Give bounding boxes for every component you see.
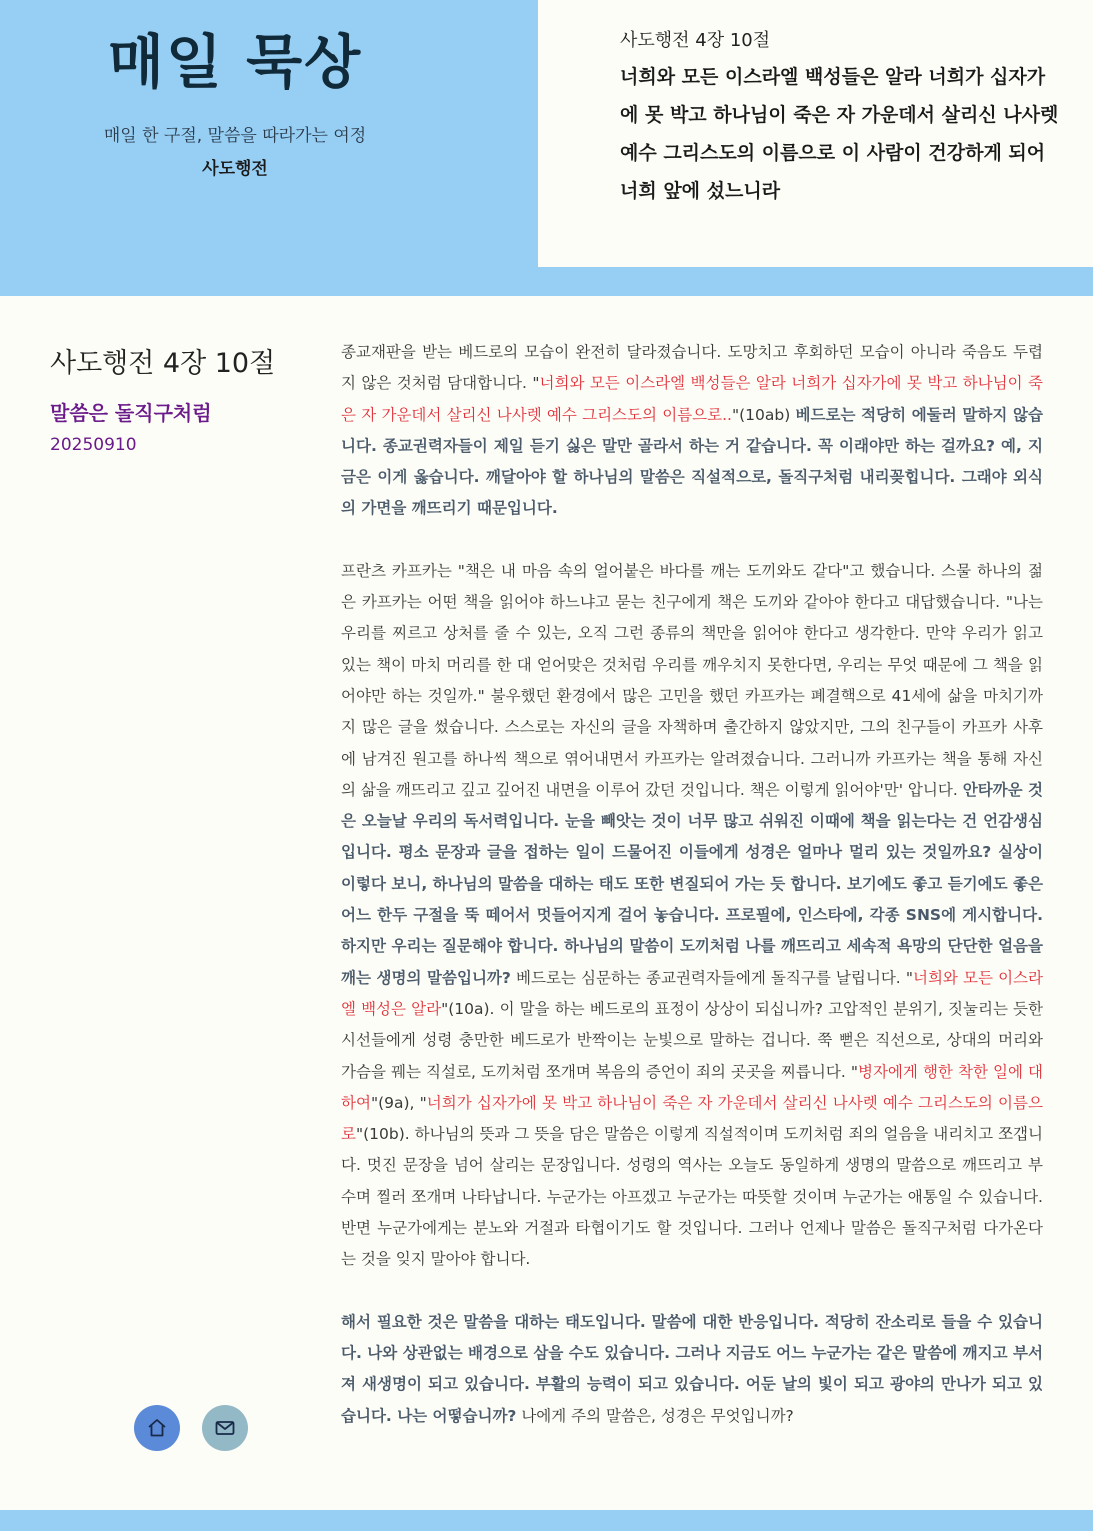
mail-button[interactable] xyxy=(202,1405,248,1451)
mail-icon xyxy=(213,1416,237,1440)
scripture-quote: 병자에게 행한 착한 일에 대하여 xyxy=(341,1062,1043,1112)
body-text: 프란츠 카프카는 "책은 내 마음 속의 얼어붙은 바다를 깨는 도끼와도 같다"고 했습니다. 스물 하나의 젊은 카프카는 어떤 책을 읽어야 하느냐고 묻는 친구에게 책은 도끼와 같아야 한다고 대답했습니다. "나는 우리를 찌르고 상처를 줄 수 있는, 오직 그런 종류의 책만을 읽어야 한다고 생각한다. 만약 우리가 읽고 있는 책이 마치 머리를 한 대 얻어맞은 것처럼 우리를 깨우치지 못한다면, 우리는 무엇 때문에 그 책을 읽어야만 하는 것일까." 불우했던 환경에서 많은 고민을 했던 카프카는 폐결핵으로 41세에 삶을 마치기까지 많은 글을 썼습니다. 스스로는 자신의 글을 자책하며 출간하지 않았지만, 그의 친구들이 카프카 사후에 남겨진 원고를 하나씩 책으로 엮어내면서 카프카는 알려졌습니다. 그러니까 카프카는 책을 통해 자신의 삶을 깨뜨리고 깊고 깊어진 내면을 이루어 갔던 것입니다. 책은 이렇게 읽어야'만' 압니다. xyxy=(341,561,1043,799)
scripture-quote: 너희와 모든 이스라엘 백성들은 알라 너희가 십자가에 못 박고 하나님이 죽은 자 가운데서 살리신 나사렛 예수 그리스도의 이름으로.. xyxy=(341,374,1044,424)
emphasis-text: 베드로는 적당히 에둘러 말하지 않습니다. 종교권력자들이 제일 듣기 싫은 말만 골라서 하는 거 같습니다. 꼭 이래야만 하는 걸까요? 예, 지금은 이게 옳습니다. 깨달아야 할 하나님의 말씀은 직설적으로, 돌직구처럼 내리꽂힙니다. 그래야 외식의 가면을 깨뜨리기 때문입니다. xyxy=(341,405,1043,518)
body-text: "(10a). 이 말을 하는 베드로의 표정이 상상이 되십니까? 고압적인 분위기, 짓눌리는 듯한 시선들에게 성령 충만한 베드로가 반짝이는 눈빛으로 말하는 겁니다. 쭉 뻗은 직선으로, 상대의 머리와 가슴을 꿰는 직설로, 도끼처럼 쪼개며 복음의 증언이 죄의 곳곳을 찌릅니다. " xyxy=(341,999,1043,1081)
body-text: 나에게 주의 말씀은, 성경은 무엇입니까? xyxy=(516,1406,794,1425)
book-name: 사도행전 xyxy=(202,159,268,179)
meditation-date: 20250910 xyxy=(50,435,137,455)
verse-reference: 사도행전 4장 10절 xyxy=(620,30,771,51)
site-subtitle: 매일 한 구절, 말씀을 따라가는 여정 xyxy=(103,126,367,146)
home-icon xyxy=(145,1416,169,1440)
body-text: "(10b). 하나님의 뜻과 그 뜻을 담은 말씀은 이렇게 직설적이며 도끼처럼 죄의 얼음을 내리치고 쪼갭니다. 멋진 문장을 넘어 살리는 문장입니다. 성령의 역사는 오늘도 동일하게 생명의 말씀으로 깨뜨리고 부수며 찔러 쪼개며 나타납니다. 누군가는 아프겠고 누군가는 따뜻할 것이며 누군가는 애통일 수 있습니다. 반면 누군가에게는 분노와 거절과 타협이기도 할 것입니다. 그러나 언제나 말씀은 돌직구처럼 다가온다는 것을 잊지 말아야 합니다. xyxy=(341,1125,1043,1269)
home-button[interactable] xyxy=(134,1405,180,1451)
meditation-title: 말씀은 돌직구처럼 xyxy=(50,401,212,425)
emphasis-text: 해서 필요한 것은 말씀을 대하는 태도입니다. 말씀에 대한 반응입니다. 적당히 잔소리로 들을 수 있습니다. 나와 상관없는 배경으로 삼을 수도 있습니다. 그러나 지금도 어느 누군가는 같은 말씀에 깨지고 부서져 새생명이 되고 있습니다. 부활의 능력이 되고 있습니다. 어둔 날의 빛이 되고 광야의 만나가 되고 있습니다. 나는 어떻습니까? xyxy=(341,1312,1043,1425)
verse-text: 너희와 모든 이스라엘 백성들은 알라 너희가 십자가에 못 박고 하나님이 죽은 자 가운데서 살리신 나사렛 예수 그리스도의 이름으로 이 사람이 건강하게 되어 너희 앞에 섰느니라 xyxy=(620,66,1059,202)
site-title: 매일 묵상 xyxy=(107,28,363,96)
scripture-quote: 너희가 십자가에 못 박고 하나님이 죽은 자 가운데서 살리신 나사렛 예수 그리스도의 이름으로 xyxy=(341,1093,1043,1144)
sidebar-reference: 사도행전 4장 10절 xyxy=(50,348,276,379)
scripture-quote: 너희와 모든 이스라엘 백성은 알라 xyxy=(341,968,1043,1018)
body-text: "(10ab) xyxy=(731,405,796,424)
body-text: 베드로는 심문하는 종교권력자들에게 돌직구를 날립니다. " xyxy=(510,968,913,987)
article-body xyxy=(341,337,1043,1463)
footer-bar xyxy=(0,1510,1093,1531)
body-text: "(9a), " xyxy=(370,1093,427,1112)
article-paragraph xyxy=(341,1307,1043,1432)
article-paragraph xyxy=(341,337,1043,525)
article-paragraph xyxy=(341,556,1043,1276)
body-text: 종교재판을 받는 베드로의 모습이 완전히 달라졌습니다. 도망치고 후회하던 모습이 아니라 죽음도 두렵지 않은 것처럼 담대합니다. " xyxy=(341,343,1043,393)
verse-card xyxy=(538,0,1093,267)
brand-block xyxy=(0,0,470,181)
header-banner xyxy=(0,0,1093,296)
emphasis-text: 안타까운 것은 오늘날 우리의 독서력입니다. 눈을 빼앗는 것이 너무 많고 쉬워진 이때에 책을 읽는다는 건 언감생심입니다. 평소 문장과 글을 접하는 일이 드물어진 이들에게 성경은 얼마나 멀리 있는 것일까요? 실상이 이렇다 보니, 하나님의 말씀을 대하는 태도 또한 변질되어 가는 듯 합니다. 보기에도 좋고 듣기에도 좋은 어느 한두 구절을 뚝 떼어서 멋들어지게 걸어 놓습니다. 프로필에, 인스타에, 각종 SNS에 게시합니다. 하지만 우리는 질문해야 합니다. 하나님의 말씀이 도끼처럼 나를 깨뜨리고 세속적 욕망의 단단한 얼음을 깨는 생명의 말씀입니까? xyxy=(341,780,1043,987)
